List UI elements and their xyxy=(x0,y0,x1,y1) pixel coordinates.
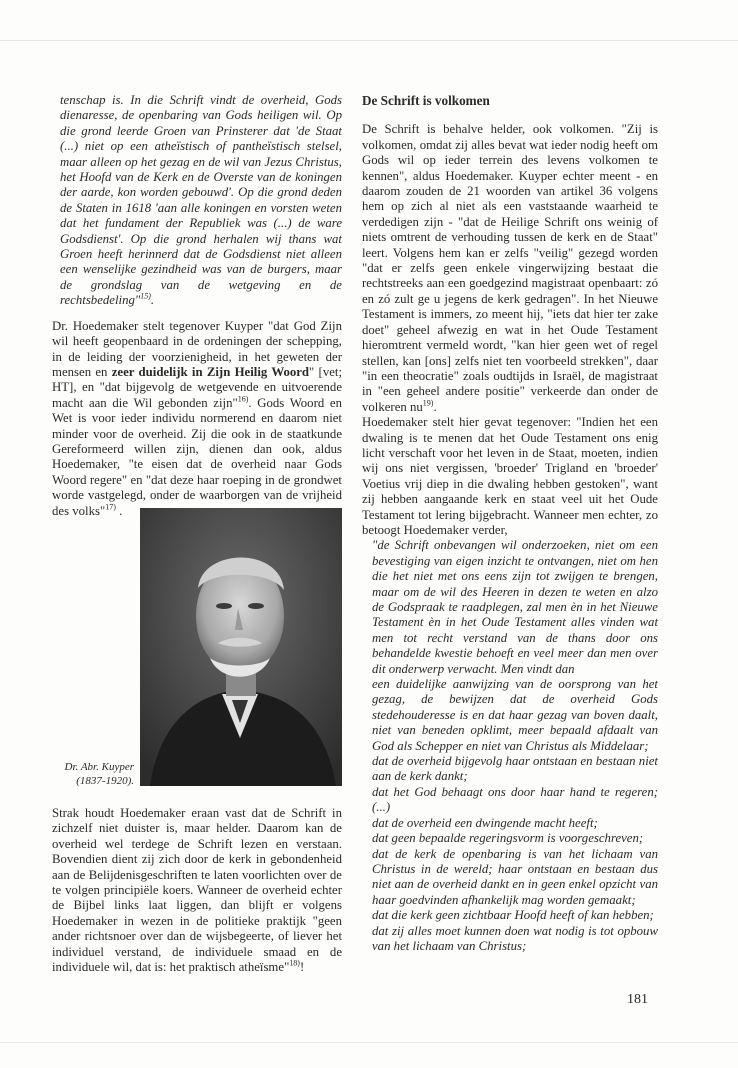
section-heading: De Schrift is volkomen xyxy=(362,93,490,108)
groen-quote: tenschap is. In die Schrift vindt de overheid, Gods dienaresse, de openbaring van Gods heiligen wil. Op die grond leerde Groen van Prinsterer dat 'de Staat (...) niet op een atheïstisch of pantheïstisch stelsel, maar alleen op het gezag en de wil van Jezus Christus, het Hoofd van de Kerk en de Overste van de koningen der aarde, kon worden gebouwd'. Op die grond deden de Staten in 1618 'aan alle koningen en vorsten weten dat het fundament der Republiek was (...) de ware Godsdienst'. Op die grond herhalen wij thans wat Groen heeft herinnerd dat de Godsdienst niet alleen een wenselijke gezindheid was van de burgers, maar de grondslag van de wetgeving en de rechtsbedeling"$^{15)}$. xyxy=(60,93,342,308)
left-column xyxy=(52,93,342,519)
left-lower-paragraph: Strak houdt Hoedemaker eraan vast dat de Schrift in zichzelf niet duister is, maar helder. Daarom kan de overheid wel terdege de Schrift lezen en verstaan. Bovendien dient zij zich door de kerk in gebondenheid aan de Belijdenisgeschriften te laten voorlichten over de te volgen principiële koers. Wanneer de overheid echter de Bijbel links laat liggen, dan blijft er volgens Hoedemaker in wezen in de politieke praktijk "geen ander richtsnoer over dan de wijsbegeerte, of liever het individuel verstand, de individuele smaad en de individuele wil, dat is: het praktisch atheïsme"$^{18)}$! xyxy=(52,806,342,975)
top-rule xyxy=(0,40,738,41)
figure-kuyper xyxy=(52,508,342,788)
page-number: 181 xyxy=(627,992,648,1007)
right-column xyxy=(362,93,658,954)
figure-caption: Dr. Abr. Kuyper (1837-1920). xyxy=(64,761,134,787)
right-paragraph-1: De Schrift is behalve helder, ook volkomen. "Zij is volkomen, omdat zij alles bevat wat ieder nodig heeft om Gods wil op ieder terrein des levens volkomen te kennen", aldus Hoedemaker. Kuyper echter meent - en daarom zouden de 21 woorden van artikel 36 volgens hem op zich al niet als een vaststaande waarheid te verdedigen zijn - "dat de Heilige Schrift ons weinig of niets omtrent de verhouding tussen de kerk en de Staat" leert. Volgens hem kan er zelfs "veilig" gezegd worden "dat er zelfs geen enkele vingerwijzing bestaat die rechtstreeks aan een goedgezind magistraat openbaart: zó en zó zult ge u jegens de kerk gedragen". In het Nieuwe Testament is immers, zo meent hij, "iets dat hier ter zake doet" geheel afwezig en wat in het Oude Testament hieromtrent vermeld wordt, "kan hier geen wet of regel stellen, kan [ons] zelfs niet ten voorbeeld strekken", daar "in een theocratie" zoals oudtijds in Israël, de magistraat in "een geheel andere positie" verkeerde dan onder de volkeren $nu^{19)}$. xyxy=(362,122,658,414)
kuyper-portrait-photo xyxy=(140,508,342,786)
right-paragraph-2: Hoedemaker stelt hier gevat tegenover: "Indien het een dwaling is te menen dat het Oude Testament ons enig licht verschaft voor het leven in de Staat, moeten, indien wij ons niet vergissen, 'broeder' Trigland en 'broeder' Voetius vrij diep in die dwaling hebben gestoken", want zij hebben aangaande kerk en staat veel uit het Oude Testament tot lering bijgebracht. Wanneer men echter, zo betoogt Hoedemaker verder, xyxy=(362,415,658,537)
bottom-rule xyxy=(0,1042,738,1043)
hoedemaker-block-quote: "de Schrift onbevangen wil onderzoeken, niet om een bevestiging van eigen inzicht te ontvangen, niet om hen die het niet met ons eens zijn tot zwijgen te brengen, maar om de wil des Heeren in dezen te weten en alzo de Godspraak te raadplegen, zal men èn in het Nieuwe Testament èn in het Oude Testament alles vinden wat men tot recht verstand van de thans door ons behandelde kwestie behoeft en veel meer dan men over dit onderwerp verwacht. Men vindt dan een duidelijke aanwijzing van de oorsprong van het gezag, de bewijzen dat de overheid Gods stedehouderesse is en dat haar gezag van boven daalt, niet van beneden opklimt, meer bepaald afdaalt van God als Schepper en niet van Christus als Middelaar; dat de overheid bijgevolg haar ontstaan en bestaan niet aan de kerk dankt; dat het God behaagt ons door haar hand te regeren; (...) dat de overheid een dwingende macht heeft; dat geen bepaalde regeringsvorm is voorgeschreven; dat de kerk de openbaring is van het lichaam van Christus in de wereld; haar ontstaan en bestaan dus niet aan de overheid dankt en in geen enkel opzicht van haar goedvinden afhankelijk mag worden gemaakt; dat die kerk geen zichtbaar Hoofd heeft of kan hebben; dat zij alles moet kunnen doen wat nodig is tot opbouw van het lichaam van Christus; xyxy=(372,538,658,953)
hoedemaker-paragraph: Dr. Hoedemaker stelt tegenover Kuyper "dat God Zijn wil heeft geopenbaard in de ordeningen der schepping, in de leiding der voorzienigheid, in het geweten der mensen en zeer duidelijk in Zijn Heilig Woord" [vet; HT], en "dat bijgevolg de wetgevende en uitvoerende macht aan die Wil gebonden zijn"$^{16)}$. Gods Woord en Wet is voor ieder individu normerend en daarom niet minder voor de overheid. Zij die ook in de staatkunde Gereformeerd willen zijn, dienen dan ook, aldus Hoedemaker, "te eisen dat de overheid naar Gods Woord regere" en "dat deze haar roeping in de grondwet worde vastgelegd, onder de waarborgen van de vrijheid des volks"$^{17)}$ . xyxy=(52,318,343,518)
